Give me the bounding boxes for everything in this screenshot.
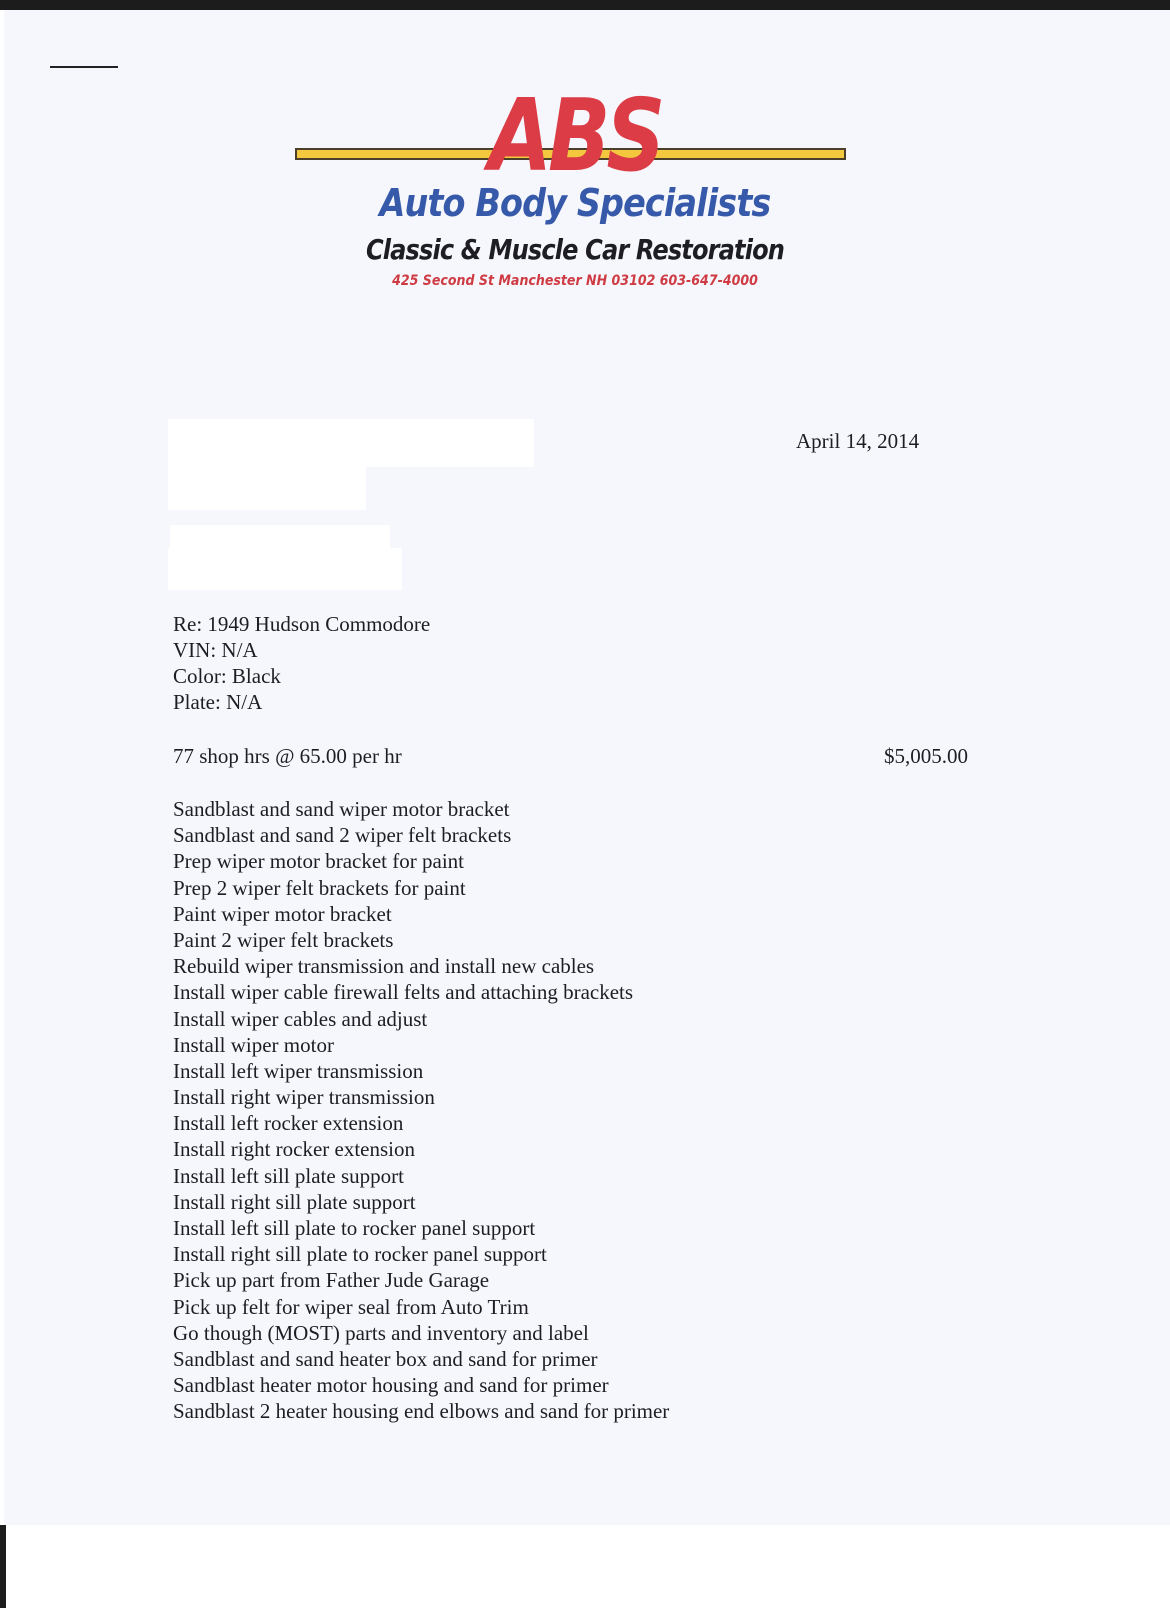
- work-item: Install right sill plate to rocker panel support: [173, 1242, 547, 1267]
- work-item: Prep wiper motor bracket for paint: [173, 849, 464, 874]
- labor-description: 77 shop hrs @ 65.00 per hr: [173, 744, 402, 768]
- work-item: Sandblast and sand heater box and sand for primer: [173, 1346, 598, 1371]
- vehicle-info: [173, 611, 430, 715]
- logo-abbreviation: ABS: [488, 77, 662, 194]
- logo-address: 425 Second St Manchester NH 03102 603-647-4000: [392, 273, 758, 289]
- redacted-recipient-name: [168, 419, 534, 467]
- work-item: Install left sill plate to rocker panel support: [173, 1216, 536, 1240]
- scan-mark: [50, 66, 118, 68]
- work-item: Install left wiper transmission: [173, 1058, 424, 1083]
- scan-border-top: [0, 0, 1170, 10]
- logo-company-name: Auto Body Specialists: [379, 181, 771, 225]
- work-item: Go though (MOST) parts and inventory and label: [173, 1320, 589, 1345]
- work-item: Rebuild wiper transmission and install new cables: [173, 954, 595, 979]
- work-item: Install wiper motor: [173, 1032, 334, 1057]
- redacted-recipient-extra: [168, 548, 402, 590]
- work-item: Install left rocker extension: [173, 1111, 404, 1136]
- work-item: Sandblast heater motor housing and sand for primer: [173, 1373, 609, 1398]
- work-item: Paint wiper motor bracket: [173, 901, 392, 926]
- vehicle-reference: Re: 1949 Hudson Commodore: [173, 612, 431, 636]
- work-item: Sandblast 2 heater housing end elbows and sand for primer: [173, 1399, 670, 1424]
- work-item-list: [173, 796, 669, 1425]
- work-item: Sandblast and sand wiper motor bracket: [173, 797, 510, 821]
- scan-border-left: [0, 1525, 6, 1608]
- scan-bottom-margin: [6, 1525, 1170, 1608]
- work-item: Pick up part from Father Jude Garage: [173, 1268, 490, 1293]
- company-logo: [290, 77, 860, 302]
- work-item: Install right sill plate support: [173, 1189, 416, 1214]
- vehicle-plate: Plate: N/A: [173, 690, 263, 714]
- letter-date: April 14, 2014: [796, 429, 920, 453]
- work-item: Install right wiper transmission: [173, 1085, 435, 1110]
- logo-tagline: Classic & Muscle Car Restoration: [365, 233, 785, 266]
- work-item: Install right rocker extension: [173, 1137, 416, 1162]
- labor-amount: $5,005.00: [884, 744, 968, 768]
- work-item: Prep 2 wiper felt brackets for paint: [173, 875, 466, 900]
- work-item: Install left sill plate support: [173, 1163, 404, 1188]
- vehicle-color: Color: Black: [173, 664, 281, 688]
- work-item: Install wiper cable firewall felts and attaching brackets: [173, 980, 634, 1005]
- work-item: Paint 2 wiper felt brackets: [173, 927, 394, 952]
- work-item: Sandblast and sand 2 wiper felt brackets: [173, 823, 512, 848]
- redacted-recipient-street: [168, 462, 366, 510]
- work-item: Pick up felt for wiper seal from Auto Trim: [173, 1294, 529, 1319]
- vehicle-vin: VIN: N/A: [173, 638, 258, 662]
- work-item: Install wiper cables and adjust: [173, 1006, 428, 1031]
